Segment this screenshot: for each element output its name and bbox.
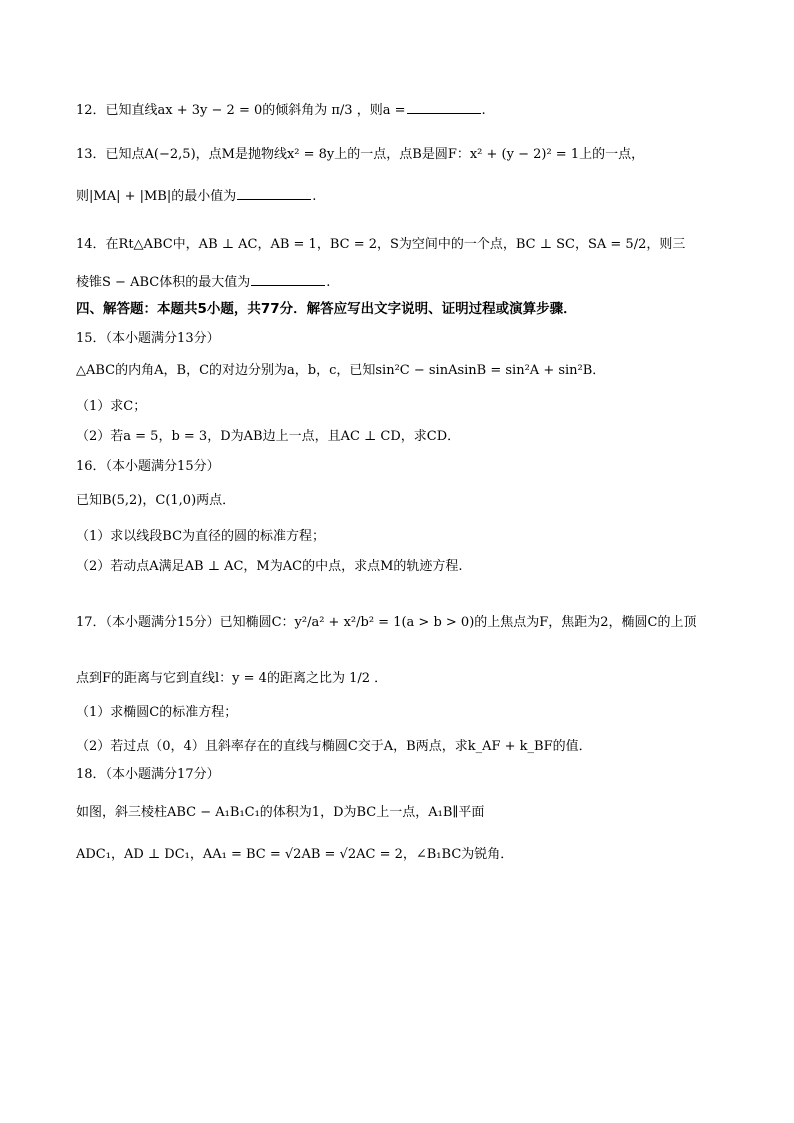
question-12-tail: .	[481, 103, 486, 118]
question-16-head: 16．（本小题满分15分）	[76, 459, 220, 474]
question-15-part-2: （2）若a = 5，b = 3，D为AB边上一点，且AC ⊥ CD，求CD．	[76, 429, 461, 444]
question-15-part-1: （1）求C；	[76, 399, 147, 414]
question-15-head: 15．（本小题满分13分）	[76, 331, 220, 346]
question-16-body: 已知B(5,2)，C(1,0)两点．	[76, 493, 236, 508]
answer-blank-14[interactable]	[251, 272, 325, 286]
question-15-body: △ABC的内角A，B，C的对边分别为a，b，c，已知sin²C − sinAsinB = sin²A + sin²B．	[76, 363, 606, 378]
question-12	[76, 100, 734, 120]
answer-blank-13[interactable]	[237, 186, 311, 200]
question-14-text-1: 14．在Rt△ABC中，AB ⊥ AC，AB = 1，BC = 2，S为空间中的一个点，BC ⊥ SC，SA = 5/2，则三	[76, 237, 686, 252]
question-17-part-1: （1）求椭圆C的标准方程；	[76, 705, 238, 720]
question-14-tail: .	[326, 275, 331, 290]
question-16-part-1: （1）求以线段BC为直径的圆的标准方程；	[76, 529, 326, 544]
question-14-text-2: 棱锥S − ABC体积的最大值为	[76, 275, 251, 290]
question-17-line-1: 17．（本小题满分15分）已知椭圆C：y²/a² + x²/b² = 1(a > b > 0)的上焦点为F，焦距为2，椭圆C的上顶	[76, 615, 697, 630]
question-14-line-2	[76, 272, 734, 292]
question-18-line-1: 如图，斜三棱柱ABC − A₁B₁C₁的体积为1，D为BC上一点，A₁B∥平面	[76, 805, 485, 820]
question-14-line-1	[76, 236, 734, 254]
question-12-text: 12．已知直线ax + 3y − 2 = 0的倾斜角为 π/3 ，则a =	[76, 103, 406, 118]
question-13-tail: .	[312, 189, 317, 204]
question-17-part-2: （2）若过点（0，4）且斜率存在的直线与椭圆C交于A，B两点，求k_AF + k_BF的值．	[76, 739, 592, 754]
question-13-line-2	[76, 186, 734, 206]
question-13-text-1: 13．已知点A(−2,5)，点M是抛物线x² = 8y上的一点，点B是圆F：x² + (y − 2)² = 1上的一点，	[76, 147, 645, 162]
question-18-head: 18．（本小题满分17分）	[76, 767, 220, 782]
question-13-line-1	[76, 146, 734, 164]
question-18-line-2: ADC₁，AD ⊥ DC₁，AA₁ = BC = √2AB = √2AC = 2，∠B₁BC为锐角．	[76, 847, 514, 862]
question-13-text-2: 则|MA| + |MB|的最小值为	[76, 189, 237, 204]
answer-blank-12[interactable]	[407, 100, 481, 114]
section-four-heading: 四、解答题：本题共5小题，共77分．解答应写出文字说明、证明过程或演算步骤．	[76, 301, 577, 317]
question-17-line-2: 点到F的距离与它到直线l：y = 4的距离之比为 1/2 ．	[76, 671, 388, 686]
question-16-part-2: （2）若动点A满足AB ⊥ AC，M为AC的中点，求点M的轨迹方程.	[76, 559, 463, 574]
